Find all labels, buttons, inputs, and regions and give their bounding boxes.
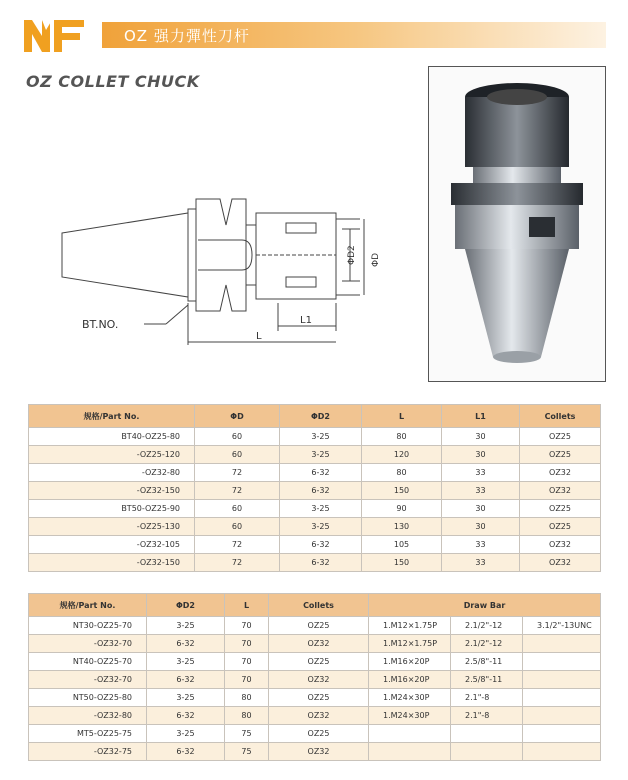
cell-l1: 30 <box>442 500 520 518</box>
cell-part-no: MT5-OZ25-75 <box>29 725 147 743</box>
cell-l: 70 <box>225 617 269 635</box>
cell-draw-bar-2: 2.5/8"-11 <box>451 653 523 671</box>
cell-l: 80 <box>362 464 442 482</box>
cell-draw-bar-2 <box>451 743 523 761</box>
cell-part-no: BT50-OZ25-90 <box>29 500 195 518</box>
cell-l: 70 <box>225 671 269 689</box>
col-phi-d2: ΦD2 <box>147 594 225 617</box>
cell-draw-bar-3 <box>523 671 601 689</box>
cell-l: 70 <box>225 653 269 671</box>
cell-part-no: NT30-OZ25-70 <box>29 617 147 635</box>
cell-collets: OZ25 <box>520 428 601 446</box>
cell-l: 70 <box>225 635 269 653</box>
cell-draw-bar-2 <box>451 725 523 743</box>
cell-collets: OZ32 <box>269 671 369 689</box>
col-l: L <box>362 405 442 428</box>
cell-part-no: BT40-OZ25-80 <box>29 428 195 446</box>
title-banner <box>22 14 606 54</box>
cell-l1: 33 <box>442 554 520 572</box>
cell-phi-d2: 6-32 <box>147 743 225 761</box>
cell-part-no: NT40-OZ25-70 <box>29 653 147 671</box>
dim-l-label: L <box>256 331 262 342</box>
cell-draw-bar-1: 1.M16×20P <box>369 653 451 671</box>
table-row <box>29 500 601 518</box>
cell-part-no: NT50-OZ25-80 <box>29 689 147 707</box>
banner-title: OZ 强力彈性刀杆 <box>124 27 250 45</box>
cell-phi-d: 60 <box>195 428 280 446</box>
cell-phi-d2: 6-32 <box>147 635 225 653</box>
cell-phi-d: 60 <box>195 500 280 518</box>
cell-l: 150 <box>362 482 442 500</box>
dim-l1-label: L1 <box>300 315 312 326</box>
table-row <box>29 743 601 761</box>
bt-no-label: BT.NO. <box>82 318 119 331</box>
table-row <box>29 446 601 464</box>
cell-phi-d: 72 <box>195 554 280 572</box>
cell-l: 105 <box>362 536 442 554</box>
cell-collets: OZ32 <box>520 482 601 500</box>
cell-draw-bar-1: 1.M12×1.75P <box>369 635 451 653</box>
cell-draw-bar-1: 1.M24×30P <box>369 707 451 725</box>
cell-part-no: -OZ32-80 <box>29 707 147 725</box>
page-title: OZ COLLET CHUCK <box>26 72 200 91</box>
cell-draw-bar-2: 2.1/2"-12 <box>451 617 523 635</box>
cell-draw-bar-2: 2.5/8"-11 <box>451 671 523 689</box>
cell-phi-d2: 6-32 <box>147 671 225 689</box>
table-row <box>29 671 601 689</box>
cell-phi-d: 72 <box>195 536 280 554</box>
cell-collets: OZ25 <box>269 653 369 671</box>
cell-l: 120 <box>362 446 442 464</box>
cell-collets: OZ32 <box>520 536 601 554</box>
cell-l: 80 <box>362 428 442 446</box>
col-collets: Collets <box>520 405 601 428</box>
col-collets: Collets <box>269 594 369 617</box>
cell-phi-d: 60 <box>195 446 280 464</box>
cell-part-no: -OZ32-70 <box>29 671 147 689</box>
table-draw-bar <box>28 593 601 761</box>
cell-draw-bar-3 <box>523 689 601 707</box>
col-l1: L1 <box>442 405 520 428</box>
cell-part-no: -OZ32-70 <box>29 635 147 653</box>
cell-l: 130 <box>362 518 442 536</box>
brand-logo-icon <box>22 14 88 54</box>
table-header-row <box>29 405 601 428</box>
cell-phi-d: 72 <box>195 464 280 482</box>
dim-phi-d2-label: ΦD2 <box>347 245 357 265</box>
cell-draw-bar-1: 1.M24×30P <box>369 689 451 707</box>
technical-drawing <box>60 185 390 350</box>
cell-collets: OZ25 <box>269 725 369 743</box>
col-phi-d2: ΦD2 <box>280 405 362 428</box>
col-l: L <box>225 594 269 617</box>
cell-phi-d2: 3-25 <box>280 428 362 446</box>
table-row <box>29 653 601 671</box>
cell-l1: 33 <box>442 464 520 482</box>
cell-l1: 30 <box>442 428 520 446</box>
dim-phi-d-label: ΦD <box>371 252 381 267</box>
cell-part-no: -OZ25-120 <box>29 446 195 464</box>
cell-collets: OZ25 <box>520 518 601 536</box>
col-phi-d: ΦD <box>195 405 280 428</box>
cell-l1: 30 <box>442 446 520 464</box>
cell-draw-bar-1 <box>369 743 451 761</box>
table-row <box>29 617 601 635</box>
cell-collets: OZ25 <box>269 617 369 635</box>
cell-l1: 33 <box>442 482 520 500</box>
cell-draw-bar-3 <box>523 743 601 761</box>
cell-phi-d2: 6-32 <box>280 482 362 500</box>
table-row <box>29 707 601 725</box>
cell-collets: OZ32 <box>269 743 369 761</box>
cell-l1: 30 <box>442 518 520 536</box>
cell-part-no: -OZ32-150 <box>29 482 195 500</box>
cell-l1: 33 <box>442 536 520 554</box>
cell-draw-bar-3: 3.1/2"-13UNC <box>523 617 601 635</box>
cell-draw-bar-2: 2.1"-8 <box>451 707 523 725</box>
table-row <box>29 554 601 572</box>
cell-phi-d2: 3-25 <box>280 518 362 536</box>
cell-part-no: -OZ32-75 <box>29 743 147 761</box>
table-collet-chuck-dimensions <box>28 404 601 572</box>
cell-draw-bar-1: 1.M12×1.75P <box>369 617 451 635</box>
cell-part-no: -OZ25-130 <box>29 518 195 536</box>
cell-collets: OZ32 <box>520 464 601 482</box>
col-draw-bar: Draw Bar <box>369 594 601 617</box>
cell-l: 75 <box>225 743 269 761</box>
table-row <box>29 464 601 482</box>
cell-draw-bar-1 <box>369 725 451 743</box>
cell-l: 75 <box>225 725 269 743</box>
cell-phi-d2: 3-25 <box>280 446 362 464</box>
cell-collets: OZ32 <box>520 554 601 572</box>
table-row <box>29 725 601 743</box>
cell-part-no: -OZ32-105 <box>29 536 195 554</box>
table-row <box>29 428 601 446</box>
cell-draw-bar-2: 2.1"-8 <box>451 689 523 707</box>
cell-collets: OZ25 <box>520 446 601 464</box>
cell-collets: OZ32 <box>269 707 369 725</box>
cell-l: 90 <box>362 500 442 518</box>
col-part-no: 规格/Part No. <box>29 594 147 617</box>
cell-part-no: -OZ32-150 <box>29 554 195 572</box>
cell-l: 80 <box>225 689 269 707</box>
cell-phi-d2: 3-25 <box>147 653 225 671</box>
cell-phi-d: 72 <box>195 482 280 500</box>
product-photo <box>428 66 606 382</box>
cell-collets: OZ25 <box>520 500 601 518</box>
cell-draw-bar-3 <box>523 653 601 671</box>
cell-phi-d: 60 <box>195 518 280 536</box>
cell-draw-bar-3 <box>523 707 601 725</box>
table-row <box>29 518 601 536</box>
cell-collets: OZ25 <box>269 689 369 707</box>
table-row <box>29 536 601 554</box>
cell-phi-d2: 3-25 <box>280 500 362 518</box>
cell-part-no: -OZ32-80 <box>29 464 195 482</box>
cell-phi-d2: 3-25 <box>147 617 225 635</box>
cell-phi-d2: 6-32 <box>147 707 225 725</box>
cell-draw-bar-3 <box>523 725 601 743</box>
cell-draw-bar-2: 2.1/2"-12 <box>451 635 523 653</box>
table-row <box>29 635 601 653</box>
col-part-no: 规格/Part No. <box>29 405 195 428</box>
cell-collets: OZ32 <box>269 635 369 653</box>
table-header-row <box>29 594 601 617</box>
cell-phi-d2: 6-32 <box>280 464 362 482</box>
cell-draw-bar-1: 1.M16×20P <box>369 671 451 689</box>
cell-phi-d2: 6-32 <box>280 554 362 572</box>
cell-draw-bar-3 <box>523 635 601 653</box>
table-row <box>29 482 601 500</box>
cell-l: 80 <box>225 707 269 725</box>
cell-phi-d2: 6-32 <box>280 536 362 554</box>
cell-phi-d2: 3-25 <box>147 725 225 743</box>
cell-l: 150 <box>362 554 442 572</box>
cell-phi-d2: 3-25 <box>147 689 225 707</box>
table-row <box>29 689 601 707</box>
